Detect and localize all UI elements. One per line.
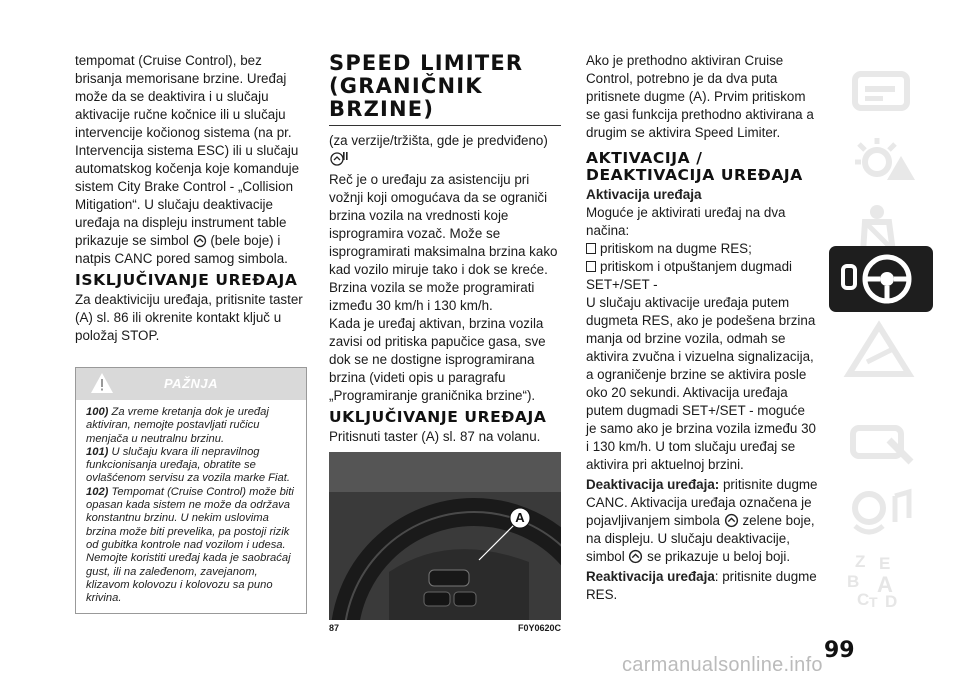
warning-item-101: 101) U slučaju kvara ili nepravilnog funkcionisanja uređaja, obratite se ovlašćenom servisu za vozila marke Fiat. bbox=[86, 445, 290, 485]
tab-maintenance[interactable] bbox=[829, 410, 933, 476]
subheading-reactivation: Reaktivacija uređaja bbox=[586, 569, 715, 584]
page-number: 99 bbox=[824, 638, 855, 663]
tab-driving-steering[interactable] bbox=[829, 246, 933, 312]
paragraph-intro: Reč je o uređaju za asistenciju pri vožnji koji omogućava da se ograniči brzina vozila na vrednosti koje isprogramira vozač. Može se isprogramirati maksimalna brzina kako kad vozilo miruje tako i dok se kreće. Brzina vozila se može programirati između 30 km/h i 130 km/h. bbox=[329, 172, 558, 313]
tab-emergency[interactable] bbox=[829, 318, 933, 384]
wrench-car-icon bbox=[829, 410, 933, 476]
index-letter: B bbox=[847, 572, 860, 591]
paragraph-cruise-deactivation: tempomat (Cruise Control), bez brisanja memorisane brzine. Uređaj može da se deaktivira i u slučaju aktivacije ručne kočnice ili u slučaju intervencije kočionog sistema (na pr. Intervencija sistema ESC) ili u slučaju automatskog kočenja koje komanduje sistem City Brake Control - „Collision Mitigation“. U slučaju deaktivacije uređaja na displeju instrument table prikazuje se simbol (bele boje) i natpis CANC pored samog simbola. bbox=[75, 53, 300, 266]
warning-body bbox=[76, 400, 306, 613]
subheading-activation: Aktivacija uređaja bbox=[586, 187, 702, 202]
figure-label-a: A bbox=[515, 510, 525, 525]
warning-item-100: 100) Za vreme kretanja dok je uređaj aktiviran, nemojte postavljati ručicu menjača u neutralnu brzinu. bbox=[86, 406, 269, 445]
column-left bbox=[75, 52, 307, 614]
section-title: SPEED LIMITER (GRANIČNIK BRZINE) bbox=[329, 51, 524, 121]
index-letter: C bbox=[857, 590, 870, 609]
speed-limiter-icon bbox=[628, 549, 643, 564]
index-letter: E bbox=[879, 554, 891, 573]
paragraph-switch-off: Za deaktiviciju uređaja, pritisnite taster (A) sl. 86 ili okrenite kontakt ključ u položaj STOP. bbox=[75, 292, 303, 343]
paragraph-switch-on: Pritisnuti taster (A) sl. 87 na volanu. bbox=[329, 429, 541, 444]
warning-box bbox=[75, 367, 307, 614]
warning-lights-icon bbox=[829, 132, 933, 198]
figure-number: 87 bbox=[329, 623, 340, 633]
heading-activation: AKTIVACIJA / DEAKTIVACIJA UREĐAJA bbox=[586, 149, 803, 184]
heading-switch-on: UKLJUČIVANJE UREĐAJA bbox=[329, 408, 547, 426]
checkbox-bullet-icon bbox=[586, 261, 596, 272]
index-letters bbox=[829, 548, 933, 614]
warning-header bbox=[76, 368, 306, 400]
speed-limiter-icon bbox=[193, 234, 207, 248]
index-letter: Z bbox=[855, 552, 866, 571]
checkbox-bullet-icon bbox=[586, 243, 596, 254]
paragraph-reactivation: Reaktivacija uređaja: pritisnite dugme RES. bbox=[586, 569, 817, 602]
figure-steering-wheel bbox=[329, 452, 561, 620]
paragraph-activation-details: U slučaju aktivacije uređaja putem dugmeta RES, ako je podešena brzina manja od brzine vozila, odmah se aktivira zvučna i vizuelna signalizacija, a ograničenje brzine se aktivira posle oko 20 sekundi. Aktivacija uređaja putem dugmadi SET+/SET - moguće je samo ako je brzina vozila između 30 i 130 km/h. U tom slučaju uređaj se aktivira pri aktuelnoj brzini. bbox=[586, 295, 816, 472]
list-item-res: pritiskom na dugme RES; bbox=[586, 240, 818, 258]
steering-wheel-icon bbox=[829, 246, 933, 312]
index-letter: A bbox=[877, 572, 893, 597]
heading-switch-off: ISKLJUČIVANJE UREĐAJA bbox=[75, 271, 298, 289]
steering-wheel-photo bbox=[329, 452, 561, 620]
warning-title: PAŽNJA bbox=[163, 376, 219, 391]
column-right bbox=[586, 52, 818, 604]
index-letter: T bbox=[869, 594, 878, 610]
title-rule bbox=[329, 125, 561, 126]
watermark: carmanualsonline.info bbox=[622, 654, 823, 676]
car-dashboard-icon bbox=[829, 60, 933, 126]
figure-caption bbox=[329, 623, 561, 633]
speed-limiter-icon bbox=[329, 150, 349, 166]
speed-limiter-icon bbox=[724, 513, 739, 528]
emergency-triangle-icon bbox=[829, 318, 933, 384]
paragraph-active: Kada je uređaj aktivan, brzina vozila zavisi od pritiska papučice gasa, sve dok se ne dostigne isprogramirana brzina (videti opis u paragrafu „Programiranje graničnika brzine“). bbox=[329, 316, 546, 403]
subheading-deactivation: Deaktivacija uređaja: bbox=[586, 477, 720, 492]
paragraph-two-ways: Moguće je aktivirati uređaj na dva načina: bbox=[586, 205, 786, 238]
multimedia-icon bbox=[829, 478, 933, 544]
figure-code: F0Y0620C bbox=[517, 623, 561, 633]
paragraph-deactivation: Deaktivacija uređaja: pritisnite dugme CANC. Aktivacija uređaja označena je pojavljivanjem simbola zelene boje, na displeju. U slučaju deaktivacije, simbol se prikazuje u beloj boji. bbox=[586, 477, 818, 564]
tab-car-dashboard[interactable] bbox=[829, 60, 933, 126]
paragraph-cruise-first: Ako je prethodno aktiviran Cruise Control, potrebno je da dva puta pritisnete dugme (A). Prvim pritiskom se gasi funkcija prethodno aktivirana a drugim se aktivira Speed Limiter. bbox=[586, 53, 814, 140]
subtitle-versions: (za verzije/tržišta, gde je predviđeno) bbox=[329, 133, 548, 148]
warning-item-102: 102) Tempomat (Cruise Control) može biti opasan kada sistem ne može da održava konstantnu brzinu. U nekim uslovima brzina može biti prevelika, pa postoji rizik od gubitka kontrole nad vozilom i udesa. Nemojte koristiti uređaj kada je saobraćaj gust, ili na zaleđenom, zavejanom, klizavom kolovozu i kolovozu sa puno krivina. bbox=[86, 485, 294, 605]
column-middle bbox=[329, 52, 561, 633]
tab-lights-warning[interactable] bbox=[829, 132, 933, 198]
list-item-set: pritiskom i otpuštanjem dugmadi SET+/SET - bbox=[586, 259, 793, 292]
index-letter: D bbox=[885, 592, 898, 611]
tab-technical-data[interactable] bbox=[829, 478, 933, 544]
tab-index[interactable] bbox=[829, 548, 933, 614]
